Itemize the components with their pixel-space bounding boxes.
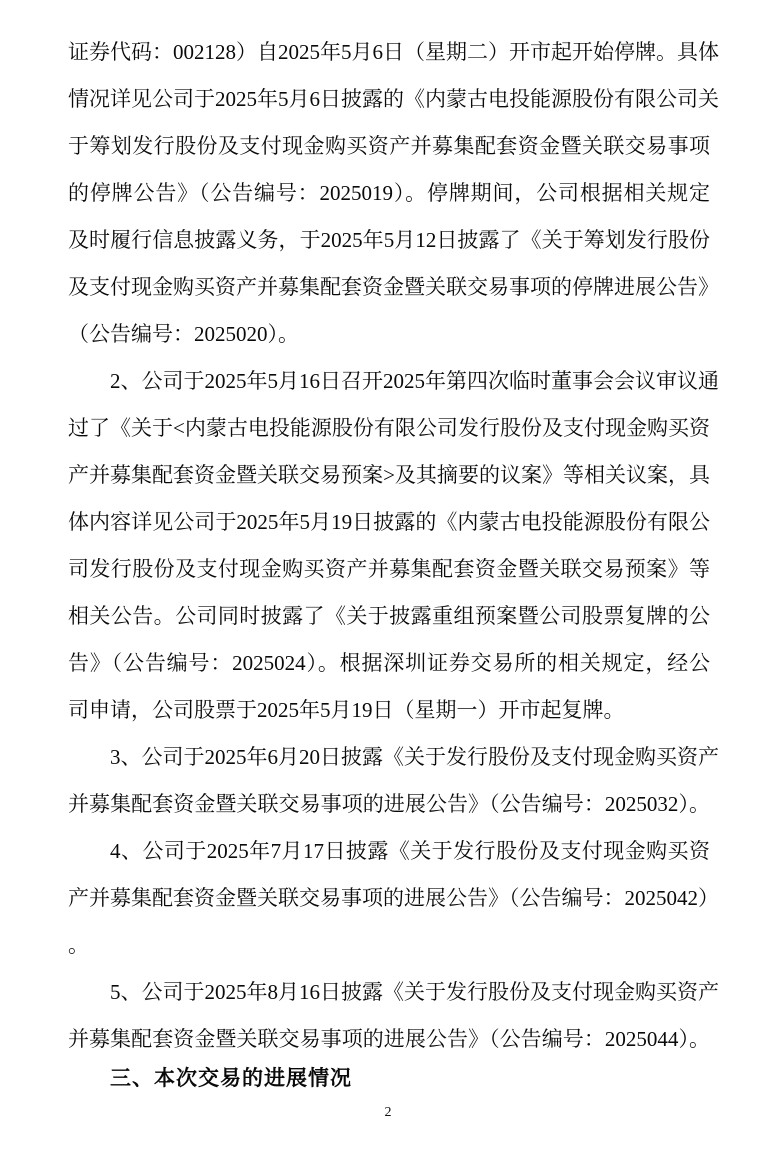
text-line: 3、公司于2025年6月20日披露《关于发行股份及支付现金购买资产	[110, 745, 719, 769]
text-line: 司发行股份及支付现金购买资产并募集配套资金暨关联交易预案》等	[68, 557, 710, 581]
text-line: 证券代码：002128）自2025年5月6日（星期二）开市起开始停牌。具体	[68, 40, 719, 64]
text-line: 于筹划发行股份及支付现金购买资产并募集配套资金暨关联交易事项	[68, 134, 710, 158]
section-heading: 三、本次交易的进展情况	[110, 1067, 352, 1090]
text-line: 产并募集配套资金暨关联交易预案>及其摘要的议案》等相关议案，具	[68, 463, 710, 487]
text-line: 的停牌公告》（公告编号：2025019）。停牌期间，公司根据相关规定	[68, 181, 710, 205]
text-line: 体内容详见公司于2025年5月19日披露的《内蒙古电投能源股份有限公	[68, 510, 710, 534]
body-text	[68, 29, 719, 1102]
text-line: 过了《关于<内蒙古电投能源股份有限公司发行股份及支付现金购买资	[68, 416, 710, 440]
text-line: 并募集配套资金暨关联交易事项的进展公告》（公告编号：2025044）。	[68, 1027, 710, 1051]
text-line: 情况详见公司于2025年5月6日披露的《内蒙古电投能源股份有限公司关	[68, 87, 719, 111]
text-line: 司申请，公司股票于2025年5月19日（星期一）开市起复牌。	[68, 698, 625, 722]
text-line: 告》（公告编号：2025024）。根据深圳证券交易所的相关规定，经公	[68, 651, 710, 675]
text-line: 相关公告。公司同时披露了《关于披露重组预案暨公司股票复牌的公	[68, 604, 710, 628]
text-line: 及时履行信息披露义务，于2025年5月12日披露了《关于筹划发行股份	[68, 228, 710, 252]
text-line: （公告编号：2025020）。	[68, 322, 299, 346]
page-number: 2	[384, 1105, 392, 1120]
text-line: 产并募集配套资金暨关联交易事项的进展公告》（公告编号：2025042）	[68, 886, 719, 910]
text-line: 4、公司于2025年7月17日披露《关于发行股份及支付现金购买资	[110, 839, 710, 863]
text-line: 2、公司于2025年5月16日召开2025年第四次临时董事会会议审议通	[110, 369, 719, 393]
text-line: 及支付现金购买资产并募集配套资金暨关联交易事项的停牌进展公告》	[68, 275, 719, 299]
text-line: 。	[68, 933, 89, 957]
text-line: 并募集配套资金暨关联交易事项的进展公告》（公告编号：2025032）。	[68, 792, 710, 816]
text-line: 5、公司于2025年8月16日披露《关于发行股份及支付现金购买资产	[110, 980, 719, 1004]
